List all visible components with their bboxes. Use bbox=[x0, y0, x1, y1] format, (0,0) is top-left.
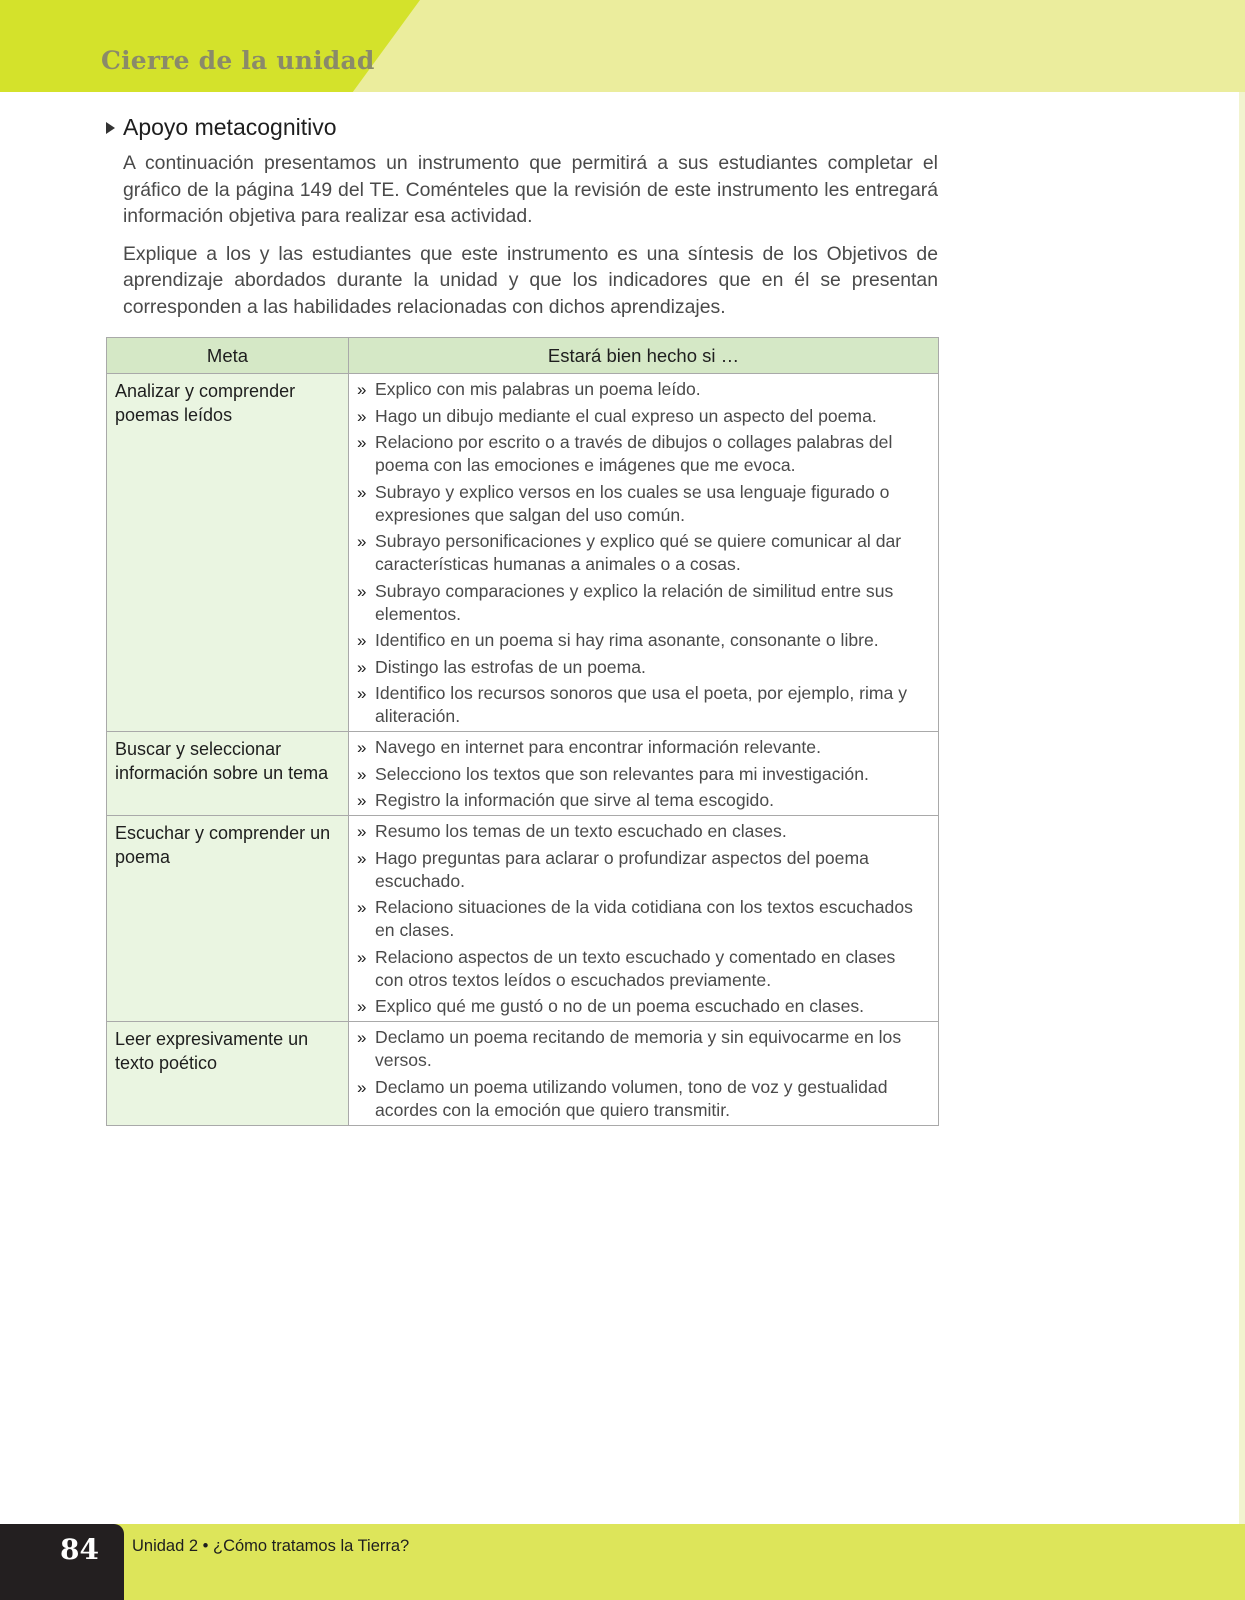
list-item bbox=[357, 946, 928, 992]
page-header-title: Cierre de la unidad bbox=[101, 46, 375, 75]
column-header-criteria: Estará bien hecho si … bbox=[349, 338, 939, 374]
double-chevron-bullet-icon: » bbox=[357, 433, 367, 452]
goal-cell: Escuchar y comprender un poema bbox=[107, 816, 349, 1022]
list-item bbox=[357, 378, 928, 401]
criteria-list bbox=[357, 736, 928, 812]
criteria-list bbox=[357, 1026, 928, 1122]
criterion-text: Subrayo y explico versos en los cuales se usa lenguaje figurado o expresiones que salgan del uso común. bbox=[375, 481, 890, 525]
paragraph: A continuación presentamos un instrumento que permitirá a sus estudiantes completar el gráfico de la página 149 del TE. Coménteles que la revisión de este instrumento les entregará información objetiva para realizar esa actividad. bbox=[123, 152, 938, 227]
list-item bbox=[357, 405, 928, 428]
table-row bbox=[107, 374, 939, 732]
criterion-text: Explico con mis palabras un poema leído. bbox=[375, 379, 701, 399]
double-chevron-bullet-icon: » bbox=[357, 738, 367, 757]
double-chevron-bullet-icon: » bbox=[357, 380, 367, 399]
criterion-text: Subrayo personificaciones y explico qué se quiere comunicar al dar características humanas a animales o a cosas. bbox=[375, 531, 902, 574]
list-item bbox=[357, 580, 928, 626]
double-chevron-bullet-icon: » bbox=[357, 532, 367, 551]
double-chevron-bullet-icon: » bbox=[357, 997, 367, 1016]
double-chevron-bullet-icon: » bbox=[357, 482, 367, 502]
double-chevron-bullet-icon: » bbox=[357, 581, 367, 601]
intro-text bbox=[123, 150, 938, 331]
triangle-bullet-icon bbox=[106, 122, 115, 134]
list-item bbox=[357, 847, 928, 893]
criterion-text: Distingo las estrofas de un poema. bbox=[375, 656, 646, 677]
double-chevron-bullet-icon: » bbox=[357, 657, 367, 677]
list-item bbox=[357, 1026, 928, 1072]
criterion-text: Subrayo comparaciones y explico la relación de similitud entre sus elementos. bbox=[375, 580, 894, 624]
list-item bbox=[357, 481, 928, 527]
edge-strip bbox=[1239, 92, 1245, 1524]
page-number: 84 bbox=[60, 1533, 99, 1566]
footer-band bbox=[0, 1524, 1245, 1600]
table-row bbox=[107, 732, 939, 816]
footer-unit-title: Unidad 2 • ¿Cómo tratamos la Tierra? bbox=[132, 1537, 410, 1555]
criterion-text: Identifico en un poema si hay rima asonante, consonante o libre. bbox=[375, 630, 879, 650]
list-item bbox=[357, 1076, 928, 1122]
criterion-text: Resumo los temas de un texto escuchado en clases. bbox=[375, 821, 787, 841]
double-chevron-bullet-icon: » bbox=[357, 764, 367, 784]
table-body bbox=[107, 374, 939, 1126]
list-item bbox=[357, 656, 928, 679]
goal-cell: Buscar y seleccionar información sobre un tema bbox=[107, 732, 349, 816]
criteria-list bbox=[357, 820, 928, 1018]
double-chevron-bullet-icon: » bbox=[357, 791, 367, 810]
table-row bbox=[107, 816, 939, 1022]
criterion-text: Relaciono aspectos de un texto escuchado y comentado en clases con otros textos leídos o escuchados previamente. bbox=[375, 946, 896, 990]
criterion-text: Relaciono situaciones de la vida cotidiana con los textos escuchados en clases. bbox=[375, 897, 913, 940]
list-item bbox=[357, 431, 928, 477]
list-item bbox=[357, 530, 928, 576]
criterion-text: Navego en internet para encontrar información relevante. bbox=[375, 737, 821, 757]
list-item bbox=[357, 736, 928, 759]
goal-cell: Analizar y comprender poemas leídos bbox=[107, 374, 349, 732]
list-item bbox=[357, 820, 928, 843]
table-row bbox=[107, 1022, 939, 1126]
double-chevron-bullet-icon: » bbox=[357, 406, 367, 426]
criterion-text: Selecciono los textos que son relevantes para mi investigación. bbox=[375, 763, 869, 784]
section-heading bbox=[106, 114, 337, 141]
criteria-cell bbox=[349, 816, 939, 1022]
goal-cell: Leer expresivamente un texto poético bbox=[107, 1022, 349, 1126]
criterion-text: Declamo un poema utilizando volumen, tono de voz y gestualidad acordes con la emoción que quiero transmitir. bbox=[375, 1076, 888, 1120]
double-chevron-bullet-icon: » bbox=[357, 947, 367, 967]
criteria-cell bbox=[349, 374, 939, 732]
criterion-text: Explico qué me gustó o no de un poema escuchado en clases. bbox=[375, 996, 865, 1016]
list-item bbox=[357, 896, 928, 942]
goals-table bbox=[106, 337, 939, 1126]
section-title: Apoyo metacognitivo bbox=[123, 114, 337, 140]
double-chevron-bullet-icon: » bbox=[357, 822, 367, 841]
double-chevron-bullet-icon: » bbox=[357, 1028, 367, 1047]
criterion-text: Declamo un poema recitando de memoria y sin equivocarme en los versos. bbox=[375, 1027, 902, 1070]
double-chevron-bullet-icon: » bbox=[357, 898, 367, 917]
criterion-text: Hago un dibujo mediante el cual expreso un aspecto del poema. bbox=[375, 405, 877, 426]
criteria-list bbox=[357, 378, 928, 728]
list-item bbox=[357, 763, 928, 786]
criteria-cell bbox=[349, 1022, 939, 1126]
list-item bbox=[357, 995, 928, 1018]
double-chevron-bullet-icon: » bbox=[357, 1077, 367, 1097]
criteria-cell bbox=[349, 732, 939, 816]
table-header-row bbox=[107, 338, 939, 374]
criterion-text: Registro la información que sirve al tema escogido. bbox=[375, 790, 774, 810]
criterion-text: Relaciono por escrito o a través de dibujos o collages palabras del poema con las emociones e imágenes que me evoca. bbox=[375, 432, 893, 475]
column-header-meta: Meta bbox=[107, 338, 349, 374]
double-chevron-bullet-icon: » bbox=[357, 684, 367, 703]
double-chevron-bullet-icon: » bbox=[357, 848, 367, 868]
list-item bbox=[357, 629, 928, 652]
list-item bbox=[357, 789, 928, 812]
criterion-text: Identifico los recursos sonoros que usa el poeta, por ejemplo, rima y aliteración. bbox=[375, 683, 907, 726]
paragraph: Explique a los y las estudiantes que este instrumento es una síntesis de los Objetivos de aprendizaje abordados durante la unidad y que los indicadores que en él se presentan corresponden a las habilidades relacionadas con dichos aprendizajes. bbox=[123, 242, 938, 318]
list-item bbox=[357, 682, 928, 728]
criterion-text: Hago preguntas para aclarar o profundizar aspectos del poema escuchado. bbox=[375, 847, 869, 891]
double-chevron-bullet-icon: » bbox=[357, 631, 367, 650]
